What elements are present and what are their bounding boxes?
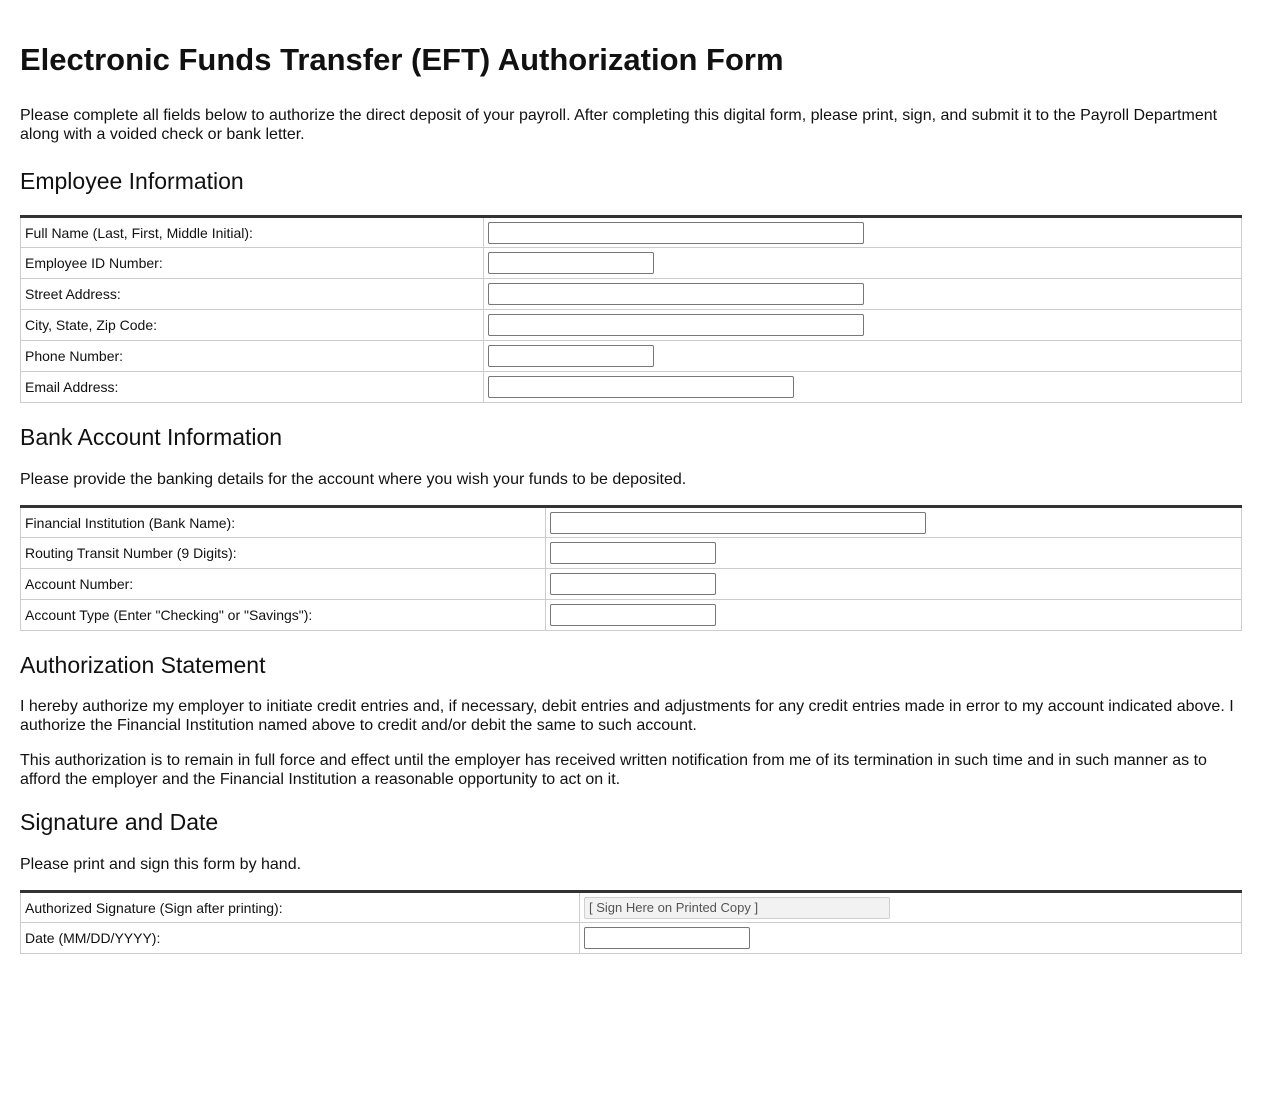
table-row	[21, 217, 1242, 248]
authorization-paragraph-1: I hereby authorize my employer to initiate credit entries and, if necessary, debit entries and adjustments for any credit entries made in error to my account indicated above. I authorize the Financial Institution named above to credit and/or debit the same to such account.	[20, 698, 1234, 734]
city-state-zip-input[interactable]	[488, 314, 864, 336]
employee-id-input[interactable]	[488, 252, 654, 274]
authorization-section-heading: Authorization Statement	[20, 652, 266, 678]
routing-number-input[interactable]	[550, 542, 716, 564]
signature-description: Please print and sign this form by hand.	[20, 856, 302, 873]
email-address-input[interactable]	[488, 376, 794, 398]
account-type-input[interactable]	[550, 604, 716, 626]
signature-field	[584, 897, 890, 919]
account-number-input[interactable]	[550, 573, 716, 595]
intro-text: Please complete all fields below to authorize the direct deposit of your payroll. After completing this digital form, please print, sign, and submit it to the Payroll Department along with a voided check or bank letter.	[20, 107, 1218, 143]
table-row	[21, 248, 1242, 279]
email-address-label: Email Address:	[21, 372, 484, 403]
account-number-label: Account Number:	[21, 569, 546, 600]
signature-section-heading: Signature and Date	[20, 809, 219, 835]
full-name-label: Full Name (Last, First, Middle Initial):	[21, 217, 484, 248]
table-row	[21, 600, 1242, 631]
table-row	[21, 538, 1242, 569]
street-address-input[interactable]	[488, 283, 864, 305]
employee-info-table	[20, 215, 1242, 403]
signature-label: Authorized Signature (Sign after printing):	[21, 892, 580, 923]
bank-name-input[interactable]	[550, 512, 926, 534]
bank-description: Please provide the banking details for the account where you wish your funds to be deposited.	[20, 471, 687, 488]
city-state-zip-label: City, State, Zip Code:	[21, 310, 484, 341]
table-row	[21, 569, 1242, 600]
signature-table	[20, 890, 1242, 954]
table-row	[21, 372, 1242, 403]
table-row	[21, 279, 1242, 310]
table-row	[21, 341, 1242, 372]
authorization-paragraph-2: This authorization is to remain in full force and effect until the employer has received written notification from me of its termination in such time and in such manner as to afford the employer and the Financial Institution a reasonable opportunity to act on it.	[20, 752, 1207, 788]
table-row	[21, 507, 1242, 538]
bank-name-label: Financial Institution (Bank Name):	[21, 507, 546, 538]
employee-id-label: Employee ID Number:	[21, 248, 484, 279]
date-label: Date (MM/DD/YYYY):	[21, 923, 580, 954]
phone-number-label: Phone Number:	[21, 341, 484, 372]
routing-number-label: Routing Transit Number (9 Digits):	[21, 538, 546, 569]
full-name-input[interactable]	[488, 222, 864, 244]
table-row	[21, 310, 1242, 341]
table-row	[21, 923, 1242, 954]
page-title: Electronic Funds Transfer (EFT) Authorization Form	[20, 42, 784, 77]
date-input[interactable]	[584, 927, 750, 949]
employee-section-heading: Employee Information	[20, 168, 244, 194]
street-address-label: Street Address:	[21, 279, 484, 310]
table-row	[21, 892, 1242, 923]
bank-section-heading: Bank Account Information	[20, 424, 283, 450]
phone-number-input[interactable]	[488, 345, 654, 367]
account-type-label: Account Type (Enter "Checking" or "Savings"):	[21, 600, 546, 631]
bank-info-table	[20, 505, 1242, 631]
